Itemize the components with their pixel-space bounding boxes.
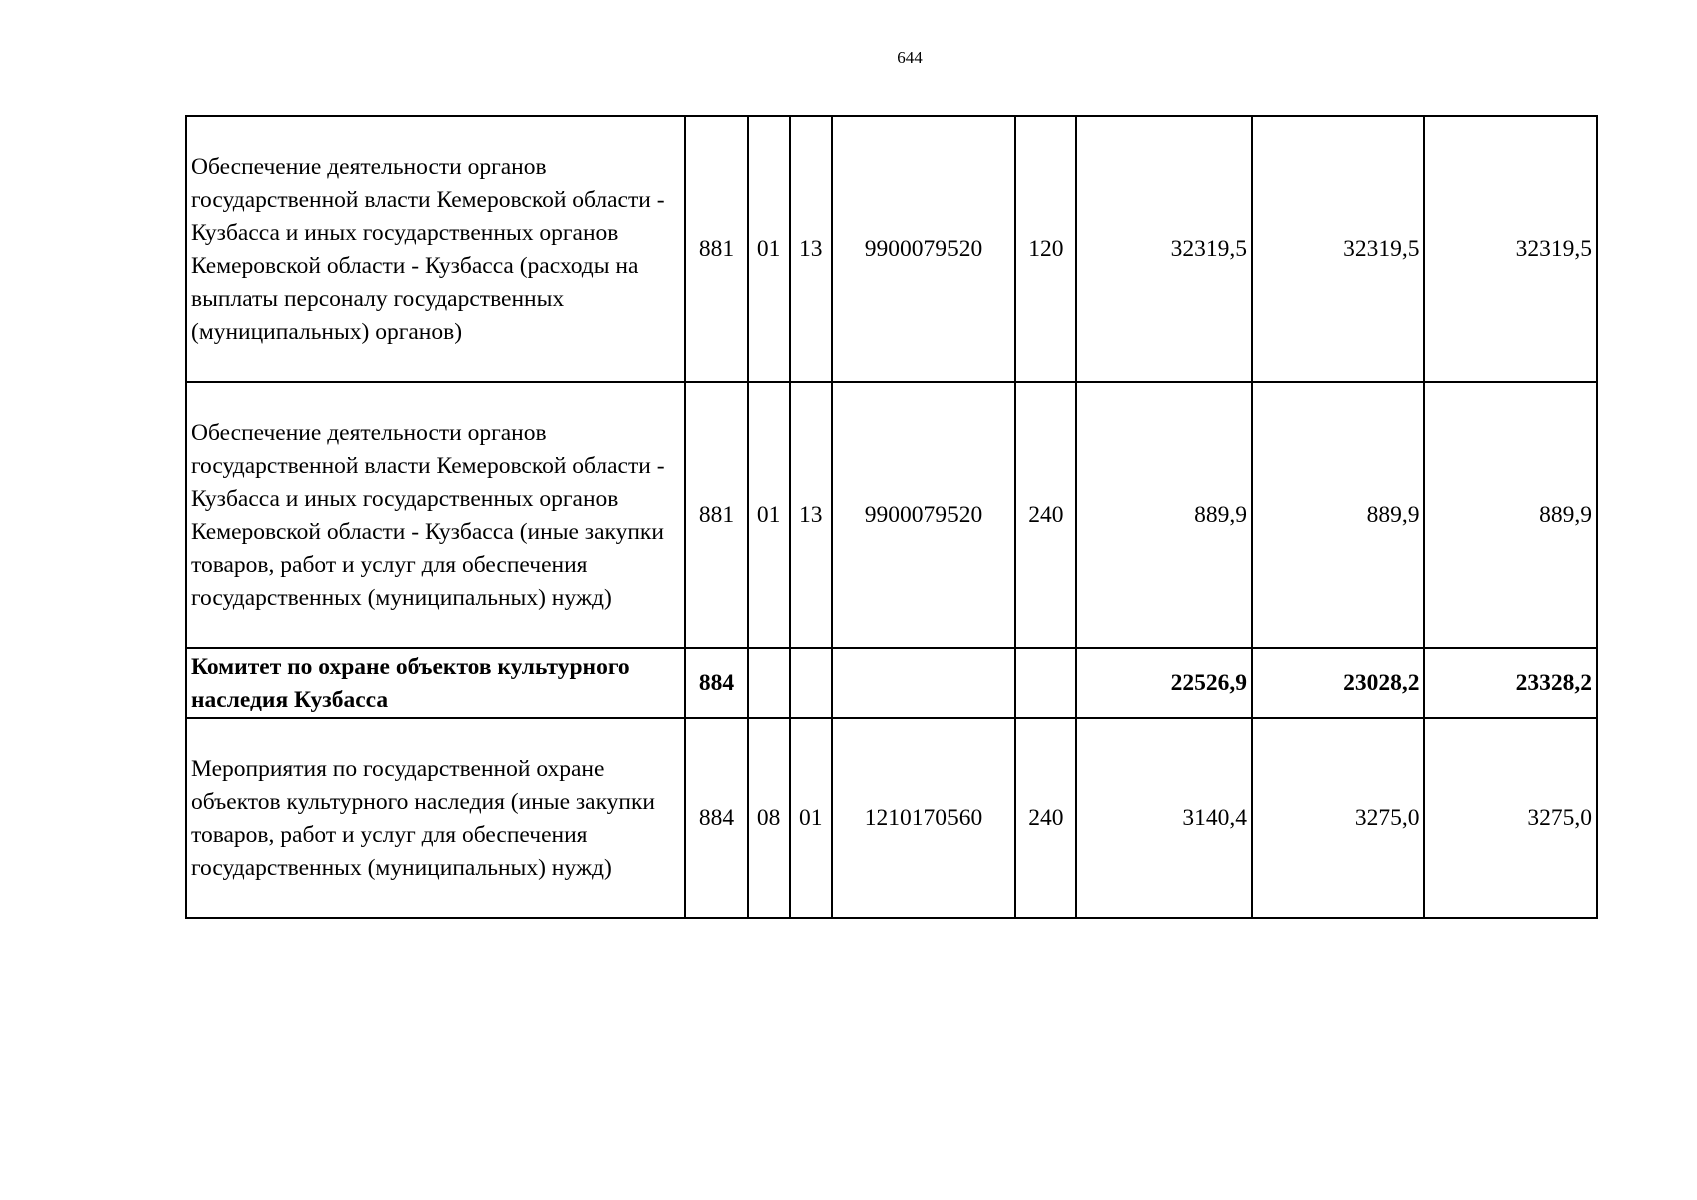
amount-year-1: 3140,4 bbox=[1076, 718, 1251, 918]
ministry-code: 884 bbox=[685, 648, 747, 718]
expense-type-code: 240 bbox=[1015, 718, 1076, 918]
subsection-code bbox=[790, 648, 832, 718]
amount-year-2: 23028,2 bbox=[1252, 648, 1424, 718]
expense-type-code bbox=[1015, 648, 1076, 718]
target-article-code: 9900079520 bbox=[832, 382, 1016, 648]
amount-year-3: 3275,0 bbox=[1424, 718, 1597, 918]
target-article-code: 9900079520 bbox=[832, 116, 1016, 382]
section-code bbox=[748, 648, 790, 718]
expense-type-code: 120 bbox=[1015, 116, 1076, 382]
amount-year-3: 889,9 bbox=[1424, 382, 1597, 648]
budget-table bbox=[185, 115, 1598, 919]
target-article-code: 1210170560 bbox=[832, 718, 1016, 918]
subsection-code: 13 bbox=[790, 382, 832, 648]
row-description: Обеспечение деятельности органов государственной власти Кемеровской области - Кузбасса и иных государственных органов Кемеровской области - Кузбасса (иные закупки товаров, работ и услуг для обеспечения государственных (муниципальных) нужд) bbox=[186, 382, 685, 648]
subsection-code: 13 bbox=[790, 116, 832, 382]
amount-year-1: 889,9 bbox=[1076, 382, 1251, 648]
amount-year-1: 22526,9 bbox=[1076, 648, 1251, 718]
ministry-code: 881 bbox=[685, 382, 747, 648]
section-code: 08 bbox=[748, 718, 790, 918]
table-row bbox=[186, 382, 1597, 648]
target-article-code bbox=[832, 648, 1016, 718]
section-code: 01 bbox=[748, 116, 790, 382]
subsection-code: 01 bbox=[790, 718, 832, 918]
expense-type-code: 240 bbox=[1015, 382, 1076, 648]
amount-year-1: 32319,5 bbox=[1076, 116, 1251, 382]
row-description: Обеспечение деятельности органов государственной власти Кемеровской области - Кузбасса и иных государственных органов Кемеровской области - Кузбасса (расходы на выплаты персоналу государственных (муниципальных) органов) bbox=[186, 116, 685, 382]
amount-year-3: 32319,5 bbox=[1424, 116, 1597, 382]
table-row bbox=[186, 116, 1597, 382]
amount-year-2: 3275,0 bbox=[1252, 718, 1424, 918]
table-row-committee-total bbox=[186, 648, 1597, 718]
amount-year-2: 889,9 bbox=[1252, 382, 1424, 648]
amount-year-2: 32319,5 bbox=[1252, 116, 1424, 382]
ministry-code: 881 bbox=[685, 116, 747, 382]
row-description: Мероприятия по государственной охране объектов культурного наследия (иные закупки товаров, работ и услуг для обеспечения государственных (муниципальных) нужд) bbox=[186, 718, 685, 918]
page-number: 644 bbox=[897, 48, 923, 67]
row-description: Комитет по охране объектов культурного наследия Кузбасса bbox=[186, 648, 685, 718]
ministry-code: 884 bbox=[685, 718, 747, 918]
amount-year-3: 23328,2 bbox=[1424, 648, 1597, 718]
table-row bbox=[186, 718, 1597, 918]
section-code: 01 bbox=[748, 382, 790, 648]
